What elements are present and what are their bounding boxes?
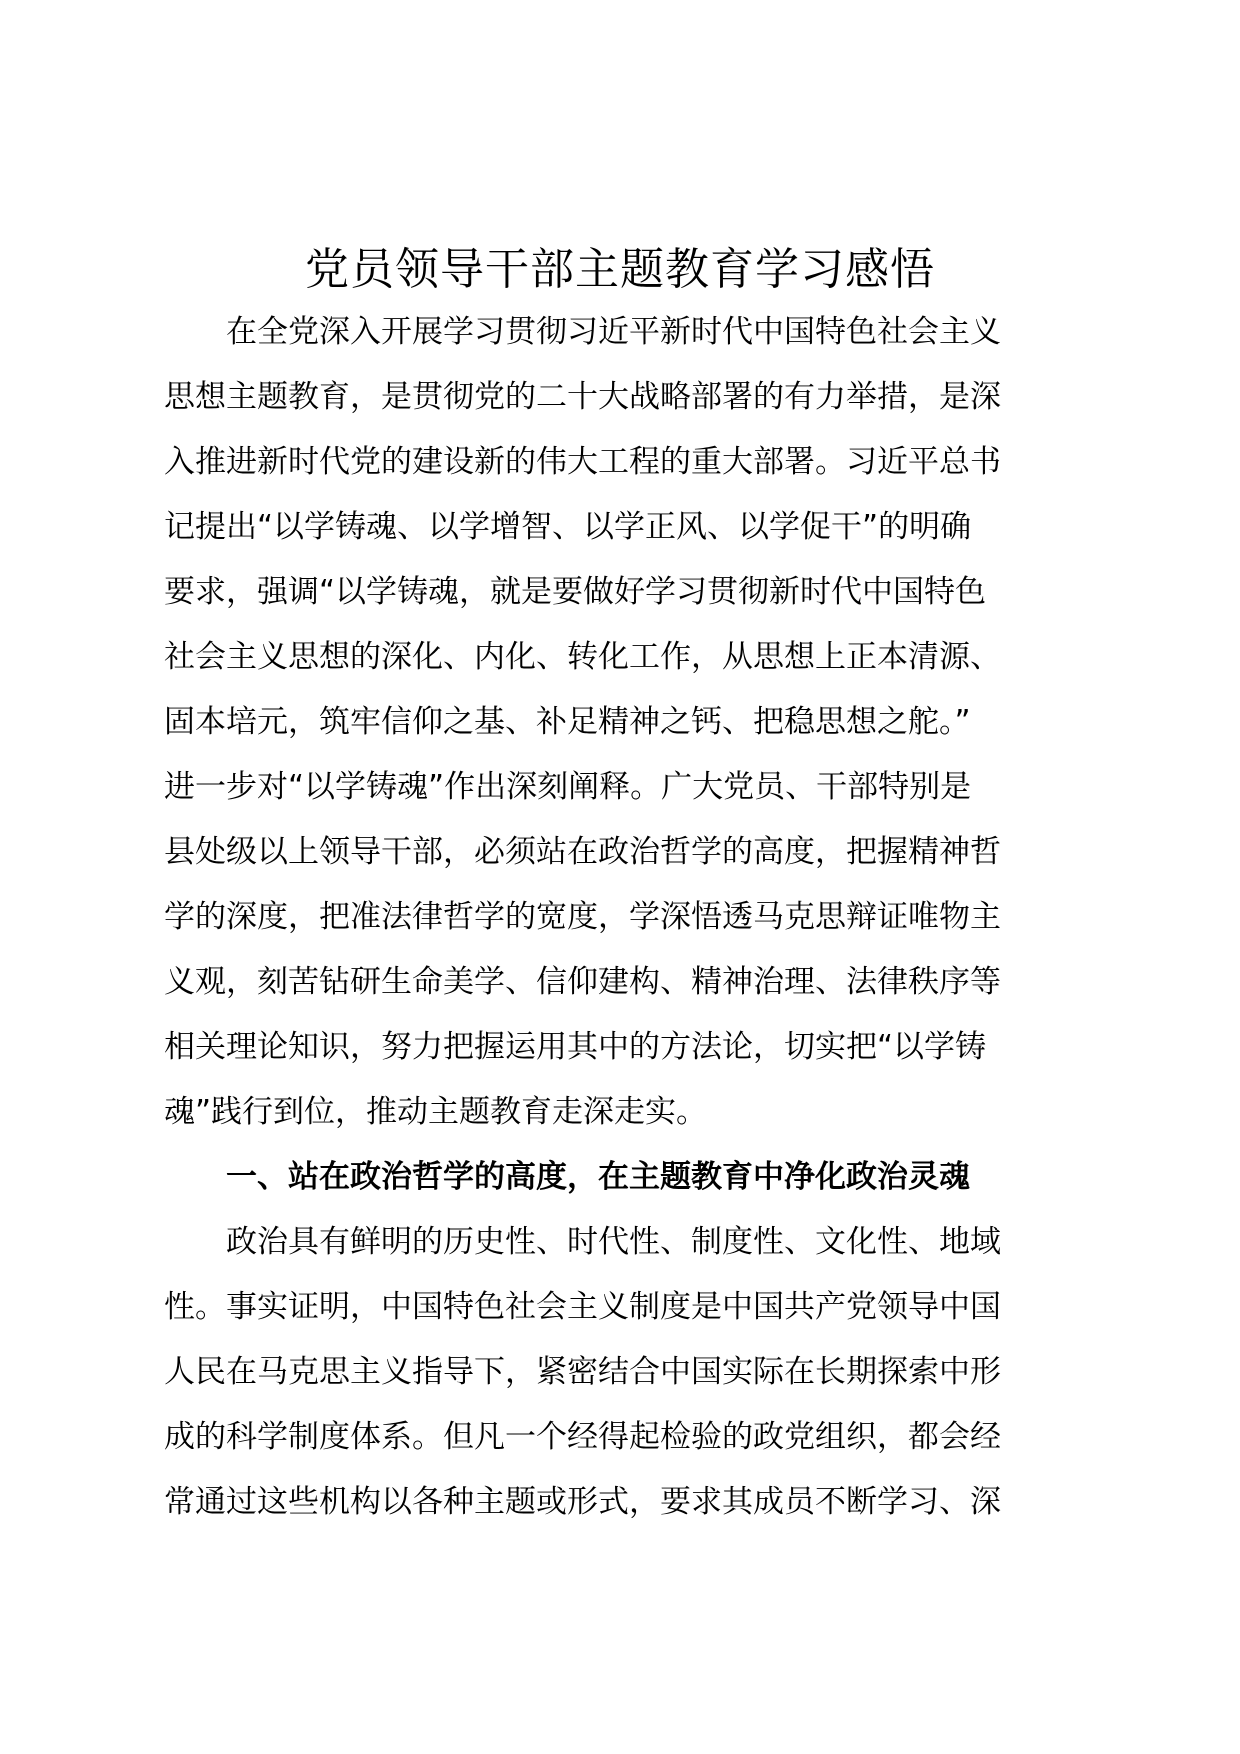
body-line: 进一步对“以学铸魂”作出深刻阐释。广大党员、干部特别是: [164, 769, 972, 805]
body-line: 魂”践行到位，推动主题教育走深走实。: [164, 1094, 708, 1130]
body-line: 义观，刻苦钻研生命美学、信仰建构、精神治理、法律秩序等: [164, 964, 1001, 1000]
body-line: 要求，强调“以学铸魂，就是要做好学习贯彻新时代中国特色: [164, 574, 987, 610]
body-line: 政治具有鲜明的历史性、时代性、制度性、文化性、地域: [164, 1224, 1001, 1260]
body-line: 在全党深入开展学习贯彻习近平新时代中国特色社会主义: [164, 314, 1001, 350]
body-line: 记提出“以学铸魂、以学增智、以学正风、以学促干”的明确: [164, 509, 972, 545]
body-line: 常通过这些机构以各种主题或形式，要求其成员不断学习、深: [164, 1484, 1001, 1520]
body-line: 县处级以上领导干部，必须站在政治哲学的高度，把握精神哲: [164, 834, 1001, 870]
document-body: [164, 300, 1084, 1535]
body-line: 思想主题教育，是贯彻党的二十大战略部署的有力举措，是深: [164, 379, 1001, 415]
body-line: 相关理论知识，努力把握运用其中的方法论，切实把“以学铸: [164, 1029, 987, 1065]
section-heading: 一、站在政治哲学的高度，在主题教育中净化政治灵魂: [164, 1159, 970, 1195]
body-line: 人民在马克思主义指导下，紧密结合中国实际在长期探索中形: [164, 1354, 1001, 1390]
body-line: 固本培元，筑牢信仰之基、补足精神之钙、把稳思想之舵。”: [164, 704, 971, 740]
body-line: 成的科学制度体系。但凡一个经得起检验的政党组织，都会经: [164, 1419, 1001, 1455]
body-line: 性。事实证明，中国特色社会主义制度是中国共产党领导中国: [164, 1289, 1001, 1325]
body-line: 社会主义思想的深化、内化、转化工作，从思想上正本清源、: [164, 639, 1001, 675]
body-line: 入推进新时代党的建设新的伟大工程的重大部署。习近平总书: [164, 444, 1001, 480]
body-line: 学的深度，把准法律哲学的宽度，学深悟透马克思辩证唯物主: [164, 899, 1001, 935]
document-title: 党员领导干部主题教育学习感悟: [305, 244, 935, 295]
